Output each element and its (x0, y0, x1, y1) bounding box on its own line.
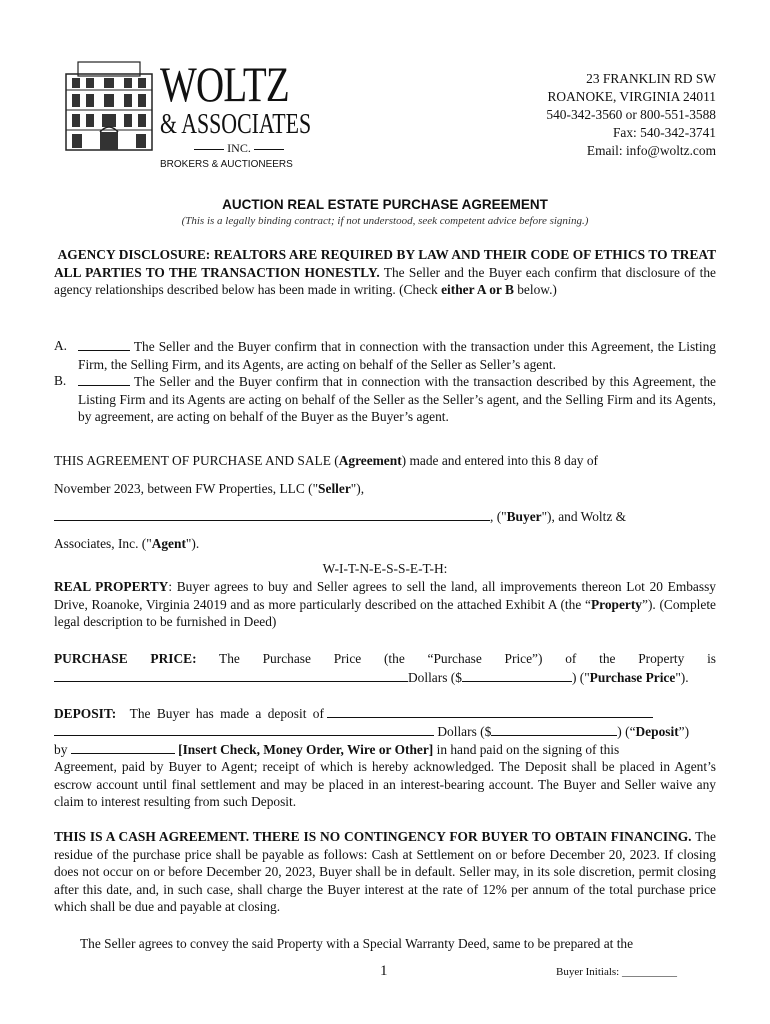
option-a-text: The Seller and the Buyer confirm that in connection with the transaction under this Agreement, the Listing Firm, the Selling Firm, and its Agents, are acting on behalf of the Seller as Seller’s agent. (78, 339, 716, 372)
building-icon (64, 60, 154, 152)
parties-buyer-bold: Buyer (506, 509, 542, 524)
logo-associates: & ASSOCIATES (160, 109, 312, 140)
parties-seller-bold: Seller (318, 481, 351, 496)
agency-body: The Seller and the Buyer each confirm that disclosure of the agency relationships described below has been made in writing. (Check (54, 264, 716, 298)
real-property-section (54, 578, 716, 631)
deposit-line3-rest: in hand paid on the signing of this (433, 742, 620, 757)
purchase-price-line-2 (54, 668, 716, 687)
deposit-line1: The Buyer has made a deposit of (129, 706, 324, 721)
property-bold: Property (590, 596, 643, 612)
option-b-label: B. (54, 373, 67, 388)
address-city: ROANOKE, VIRGINIA 24011 (547, 89, 716, 104)
page-number: 1 (380, 963, 388, 979)
deposit-line-1 (54, 704, 716, 723)
deposit-heading: DEPOSIT: (54, 706, 117, 721)
parties-agent-bold: Agent (151, 536, 186, 551)
option-a-check-blank[interactable] (78, 337, 130, 351)
deposit-bold: Deposit (635, 724, 679, 739)
deposit-line-2 (54, 722, 716, 741)
agency-heading: AGENCY DISCLOSURE: REALTORS ARE REQUIRED BY LAW AND THEIR CODE OF ETHICS TO TREAT ALL PARTIES TO THE TRANSACTION HONESTLY. (54, 247, 717, 280)
cash-heading: THIS IS A CASH AGREEMENT. THERE IS NO CONTINGENCY FOR BUYER TO OBTAIN FINANCING. (54, 829, 692, 844)
deposit-words-field-a[interactable] (327, 704, 653, 718)
purchase-price-dollars: Dollars ($ (408, 670, 462, 685)
address-fax: Fax: 540-342-3741 (612, 125, 716, 140)
parties-line-4 (54, 535, 716, 553)
address-phone: 540-342-3560 or 800-551-3588 (546, 107, 716, 122)
purchase-price-line-1 (54, 650, 716, 668)
deposit-method-field[interactable] (71, 740, 175, 754)
parties-line2-b: "), (350, 481, 365, 496)
deposit-by: by (54, 742, 68, 757)
parties-line1-b: ) made and entered into this 8 day of (401, 453, 599, 468)
logo-inc: INC. (174, 140, 304, 158)
deposit-close-end: ”) (678, 724, 690, 739)
option-b-text: The Seller and the Buyer confirm that in connection with the transaction described by this Agreement, the Listing Firm and its Agents are acting on behalf of the Seller as the Seller’s agent, and the Selling Firm and its Agents, by agreement, are acting on behalf of the Buyer as the Buyer’s agent. (78, 374, 716, 425)
purchase-price-amount-field[interactable] (462, 668, 572, 682)
buyer-initials[interactable]: Buyer Initials: __________ (556, 966, 677, 978)
real-property-body: : Buyer agrees to buy and Seller agrees to sell the land, all improvements thereon Lot 20 Embassy Drive, Roanoke, Virginia 24019 and as more particularly described on the attached Exhibit A (the “ (54, 579, 716, 612)
parties-line3-a: , (" (490, 509, 507, 524)
agency-disclosure (54, 246, 716, 299)
deposit-dollars: Dollars ($ (437, 724, 492, 739)
deposit-amount-field[interactable] (491, 722, 617, 736)
agency-option-a (54, 337, 716, 373)
purchase-price-line1-rest: The Purchase Price (the “Purchase Price”) of the Property is (219, 651, 717, 666)
parties-line3-b: "), and Woltz & (541, 509, 627, 524)
option-a-label: A. (54, 338, 68, 353)
address-street: 23 FRANKLIN RD SW (586, 71, 716, 86)
logo-name: WOLTZ (160, 56, 289, 112)
deposit-words-field-b[interactable] (54, 722, 434, 736)
option-b-check-blank[interactable] (78, 372, 130, 386)
parties-line4-a: Associates, Inc. (" (54, 536, 152, 551)
deposit-insert: [Insert Check, Money Order, Wire or Other] (178, 742, 434, 757)
real-property-end: ”). (Complete legal description to be furnished in Deed) (54, 596, 716, 630)
parties-line-1 (54, 452, 716, 470)
cash-body: The residue of the purchase price shall be payable as follows: Cash at Settlement on or before December 20, 2023. If closing does not occur on or before December 20, 2023, Buyer shall be in default. Seller may, in its sole discretion, permit closing after this date, and, in such case, shall charge the Buyer interest at the rate of 12% per annum of the total purchase price which shall be due and payable at closing. (54, 829, 716, 915)
deposit-line-3 (54, 740, 716, 759)
parties-line-3 (54, 507, 716, 526)
company-logo (64, 56, 314, 170)
buyer-name-field[interactable] (54, 507, 490, 521)
purchase-price-words-field[interactable] (54, 668, 408, 682)
cash-agreement-section (54, 828, 716, 916)
agency-option-b (54, 372, 716, 426)
agency-check-bold: either A or B (441, 282, 514, 298)
address-email: Email: info@woltz.com (586, 143, 716, 158)
purchase-price-end: "). (675, 670, 689, 685)
parties-line2-a: November 2023, between FW Properties, LLC (" (54, 481, 319, 496)
real-property-heading: REAL PROPERTY (54, 579, 169, 594)
convey-line: The Seller agrees to convey the said Property with a Special Warranty Deed, same to be prepared at the (80, 936, 634, 951)
document-subtitle: (This is a legally binding contract; if not understood, seek competent advice before signing.) (181, 215, 589, 227)
parties-line1-a: THIS AGREEMENT OF PURCHASE AND SALE ( (54, 453, 339, 468)
parties-agreement-bold: Agreement (338, 453, 402, 468)
parties-line4-b: "). (185, 536, 200, 551)
witnesseth: W-I-T-N-E-S-S-E-T-H: (322, 561, 448, 576)
agency-check-end: below.) (513, 282, 557, 298)
company-address (546, 70, 716, 160)
deposit-body: Agreement, paid by Buyer to Agent; receipt of which is hereby acknowledged. The Deposit shall be placed in Agent’s escrow account until final settlement and may be placed in an interest-bearing account. The Buyer and Seller waive any claim to interest resulting from such Deposit. (54, 759, 716, 810)
parties-line-2 (54, 480, 716, 498)
deposit-close: ) (“ (617, 724, 636, 739)
document-title: AUCTION REAL ESTATE PURCHASE AGREEMENT (222, 197, 548, 212)
logo-tagline: BROKERS & AUCTIONEERS (160, 159, 293, 170)
purchase-price-close: ) (" (571, 670, 590, 685)
purchase-price-bold: Purchase Price (589, 670, 676, 685)
purchase-price-heading: PURCHASE PRICE: (54, 651, 197, 666)
